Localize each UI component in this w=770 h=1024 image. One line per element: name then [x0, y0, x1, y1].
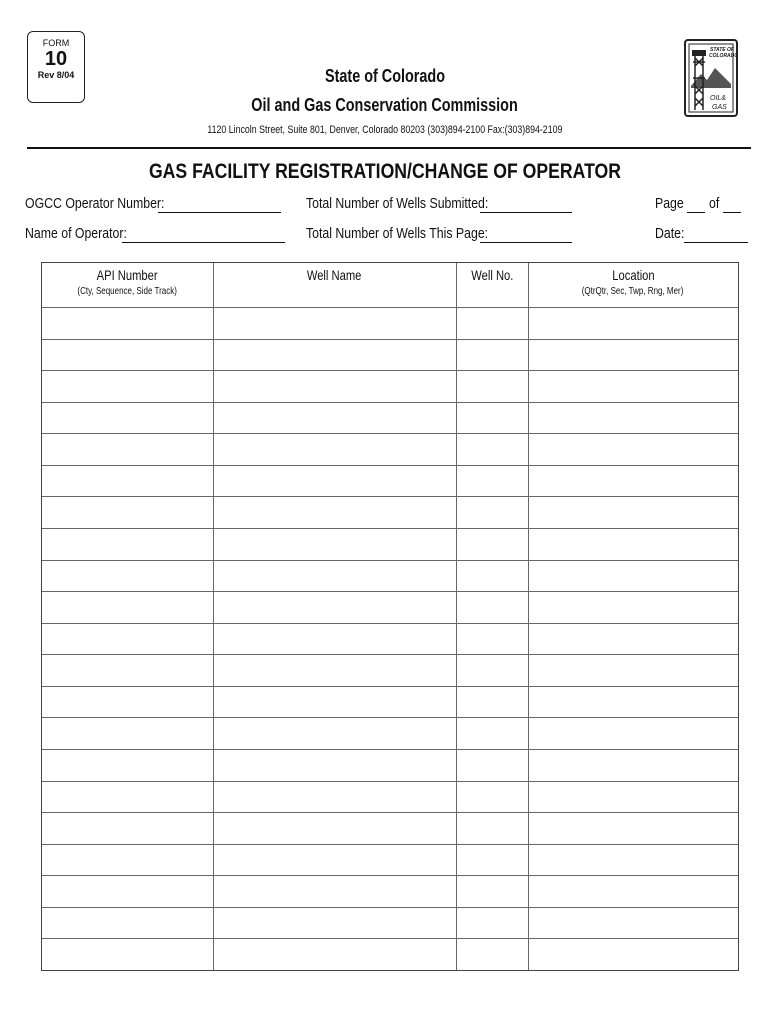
form-number: 10 [44, 48, 68, 70]
location-cell[interactable] [528, 939, 738, 970]
table-row [42, 402, 738, 434]
table-header [42, 263, 738, 307]
well-name-cell[interactable] [213, 845, 456, 876]
wells-table [41, 262, 739, 971]
well-no-cell[interactable] [456, 782, 528, 813]
location-cell[interactable] [528, 308, 738, 339]
location-cell[interactable] [528, 655, 738, 686]
well-no-cell[interactable] [456, 624, 528, 655]
well-name-cell[interactable] [213, 939, 456, 970]
well-no-cell[interactable] [456, 308, 528, 339]
table-row [42, 781, 738, 813]
well-no-cell[interactable] [456, 750, 528, 781]
operator-number-label: OGCC Operator Number: [25, 195, 165, 212]
well-name-cell[interactable] [213, 624, 456, 655]
api-number-cell[interactable] [42, 876, 213, 907]
well-no-cell[interactable] [456, 687, 528, 718]
location-cell[interactable] [528, 529, 738, 560]
date-field[interactable] [684, 242, 748, 243]
svg-text:OIL&: OIL& [710, 95, 726, 102]
api-number-cell[interactable] [42, 718, 213, 749]
api-number-cell[interactable] [42, 434, 213, 465]
location-cell[interactable] [528, 466, 738, 497]
well-no-cell[interactable] [456, 403, 528, 434]
api-number-cell[interactable] [42, 845, 213, 876]
well-no-cell[interactable] [456, 497, 528, 528]
form-revision: Rev 8/04 [37, 70, 75, 80]
well-no-cell[interactable] [456, 908, 528, 939]
api-number-cell[interactable] [42, 308, 213, 339]
well-no-cell[interactable] [456, 655, 528, 686]
well-name-cell[interactable] [213, 908, 456, 939]
well-name-cell[interactable] [213, 340, 456, 371]
api-number-cell[interactable] [42, 497, 213, 528]
column-header-well-name: Well Name [307, 267, 362, 283]
well-name-cell[interactable] [213, 529, 456, 560]
well-name-cell[interactable] [213, 876, 456, 907]
form-label: FORM [42, 38, 70, 48]
svg-text:STATE OF: STATE OF [710, 47, 734, 53]
table-row [42, 496, 738, 528]
column-header-api-number: API Number (Cty, Sequence, Side Track) [77, 267, 178, 297]
table-row [42, 717, 738, 749]
well-no-cell[interactable] [456, 592, 528, 623]
table-row [42, 339, 738, 371]
date-label: Date: [655, 225, 685, 242]
api-number-cell[interactable] [42, 655, 213, 686]
agency-state: State of Colorado [324, 66, 445, 86]
table-row [42, 465, 738, 497]
location-cell[interactable] [528, 687, 738, 718]
well-no-cell[interactable] [456, 340, 528, 371]
page-label: Page [655, 195, 684, 212]
well-name-cell[interactable] [213, 434, 456, 465]
location-cell[interactable] [528, 750, 738, 781]
header-divider [27, 147, 751, 149]
api-number-cell[interactable] [42, 687, 213, 718]
location-cell[interactable] [528, 592, 738, 623]
agency-address: 1120 Lincoln Street, Suite 801, Denver, Colorado 80203 (303)894-2100 Fax:(303)894-2109 [207, 124, 563, 136]
table-row [42, 560, 738, 592]
operator-name-field[interactable] [122, 242, 285, 243]
api-number-cell[interactable] [42, 908, 213, 939]
svg-text:GAS: GAS [712, 104, 727, 111]
api-number-cell[interactable] [42, 592, 213, 623]
table-row [42, 654, 738, 686]
wells-page-field[interactable] [480, 242, 572, 243]
location-cell[interactable] [528, 845, 738, 876]
table-row [42, 307, 738, 339]
well-no-cell[interactable] [456, 813, 528, 844]
well-no-cell[interactable] [456, 466, 528, 497]
well-name-cell[interactable] [213, 497, 456, 528]
table-row [42, 938, 738, 970]
well-name-cell[interactable] [213, 371, 456, 402]
of-label: of [709, 195, 720, 212]
api-number-cell[interactable] [42, 371, 213, 402]
location-cell[interactable] [528, 876, 738, 907]
well-name-cell[interactable] [213, 687, 456, 718]
operator-name-label: Name of Operator: [25, 225, 127, 242]
location-cell[interactable] [528, 371, 738, 402]
operator-number-field[interactable] [158, 212, 281, 213]
location-cell[interactable] [528, 403, 738, 434]
form-title: GAS FACILITY REGISTRATION/CHANGE OF OPERATOR [148, 160, 622, 183]
api-number-cell[interactable] [42, 561, 213, 592]
well-name-cell[interactable] [213, 813, 456, 844]
location-cell[interactable] [528, 561, 738, 592]
well-name-cell[interactable] [213, 561, 456, 592]
location-cell[interactable] [528, 434, 738, 465]
table-row [42, 812, 738, 844]
location-cell[interactable] [528, 497, 738, 528]
api-number-cell[interactable] [42, 403, 213, 434]
table-row [42, 749, 738, 781]
well-no-cell[interactable] [456, 371, 528, 402]
column-header-well-no: Well No. [470, 267, 514, 283]
api-number-cell[interactable] [42, 939, 213, 970]
well-no-cell[interactable] [456, 561, 528, 592]
colorado-oil-gas-logo-icon [683, 38, 739, 118]
well-name-cell[interactable] [213, 718, 456, 749]
well-no-cell[interactable] [456, 845, 528, 876]
location-cell[interactable] [528, 718, 738, 749]
table-row [42, 875, 738, 907]
column-header-location: Location (QtrQtr, Sec, Twp, Rng, Mer) [582, 267, 684, 297]
api-number-cell[interactable] [42, 529, 213, 560]
location-cell[interactable] [528, 908, 738, 939]
wells-submitted-field[interactable] [480, 212, 572, 213]
page-total-field[interactable] [723, 212, 741, 213]
table-row [42, 528, 738, 560]
well-no-cell[interactable] [456, 529, 528, 560]
table-row [42, 433, 738, 465]
agency-name: Oil and Gas Conservation Commission [251, 95, 519, 115]
table-row [42, 623, 738, 655]
location-cell[interactable] [528, 782, 738, 813]
well-name-cell[interactable] [213, 782, 456, 813]
location-cell[interactable] [528, 624, 738, 655]
well-name-cell[interactable] [213, 308, 456, 339]
table-row [42, 844, 738, 876]
table-row [42, 686, 738, 718]
well-no-cell[interactable] [456, 718, 528, 749]
api-number-cell[interactable] [42, 813, 213, 844]
well-no-cell[interactable] [456, 876, 528, 907]
well-no-cell[interactable] [456, 434, 528, 465]
svg-text:COLORADO: COLORADO [709, 53, 739, 59]
well-name-cell[interactable] [213, 592, 456, 623]
table-row [42, 591, 738, 623]
api-number-cell[interactable] [42, 340, 213, 371]
api-number-cell[interactable] [42, 782, 213, 813]
table-row [42, 907, 738, 939]
location-cell[interactable] [528, 340, 738, 371]
well-name-cell[interactable] [213, 655, 456, 686]
wells-submitted-label: Total Number of Wells Submitted: [306, 195, 489, 212]
api-number-cell[interactable] [42, 624, 213, 655]
wells-page-label: Total Number of Wells This Page: [306, 225, 489, 242]
well-name-cell[interactable] [213, 466, 456, 497]
table-row [42, 370, 738, 402]
page-number-field[interactable] [687, 212, 705, 213]
api-number-cell[interactable] [42, 750, 213, 781]
well-name-cell[interactable] [213, 750, 456, 781]
well-name-cell[interactable] [213, 403, 456, 434]
well-no-cell[interactable] [456, 939, 528, 970]
location-cell[interactable] [528, 813, 738, 844]
api-number-cell[interactable] [42, 466, 213, 497]
